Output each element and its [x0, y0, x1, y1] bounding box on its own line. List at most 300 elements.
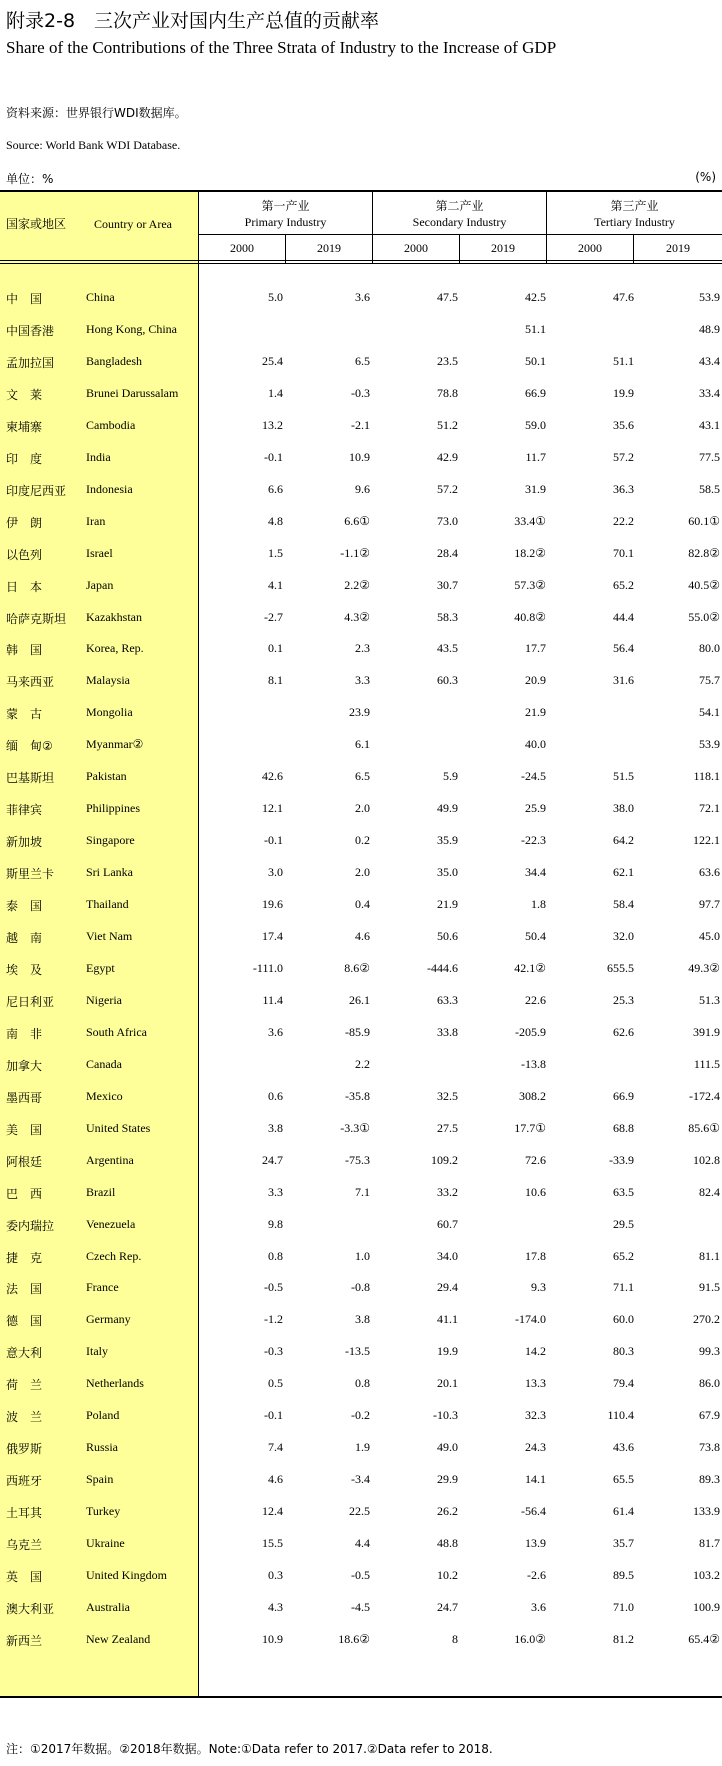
value-cell: 23.9	[349, 705, 370, 720]
country-name-en: Pakistan	[86, 769, 127, 784]
table-row	[0, 761, 722, 793]
country-name-en: Australia	[86, 1599, 130, 1614]
table-row	[0, 1336, 722, 1368]
value-cell: 49.0	[437, 1440, 458, 1455]
value-cell: -3.3①	[340, 1120, 370, 1135]
value-cell: 22.6	[525, 992, 546, 1007]
value-cell: 102.8	[693, 1152, 720, 1167]
value-cell: -35.8	[345, 1088, 370, 1103]
header-primary-cn: 第一产业	[261, 199, 310, 213]
header-region-en: Country or Area	[94, 217, 172, 231]
value-cell: 17.4	[262, 929, 283, 943]
value-cell: 308.2	[519, 1088, 546, 1103]
value-cell: 41.1	[437, 1312, 458, 1327]
value-cell: 3.6	[268, 1024, 283, 1039]
country-name-cn: 日 本	[6, 579, 43, 594]
country-name-en: France	[86, 1280, 119, 1295]
value-cell: 81.2	[613, 1631, 634, 1646]
value-cell: 3.8	[355, 1312, 370, 1327]
table-row	[0, 1241, 722, 1273]
value-cell: 57.2	[437, 481, 458, 496]
country-name-cn: 墨西哥	[6, 1090, 43, 1105]
value-cell: 8.1	[268, 673, 283, 688]
value-cell: 15.5	[262, 1536, 283, 1551]
country-name-cn: 中 国	[6, 292, 43, 306]
country-name-en: United Kingdom	[86, 1568, 167, 1582]
country-name-en: Poland	[86, 1408, 120, 1423]
value-cell: 35.0	[437, 865, 458, 880]
value-cell: -2.6	[527, 1568, 546, 1582]
table-row	[0, 889, 722, 921]
table-row	[0, 1272, 722, 1304]
table-row	[0, 1624, 722, 1656]
value-cell: 66.9	[525, 385, 546, 400]
value-cell: 18.2②	[514, 545, 546, 560]
country-name-en: Germany	[86, 1312, 131, 1327]
value-cell: -0.1	[264, 449, 283, 464]
value-cell: 1.0	[355, 1248, 370, 1263]
value-cell: -0.8	[351, 1280, 370, 1295]
value-cell: 72.6	[525, 1152, 546, 1167]
country-name-en: Japan	[86, 577, 114, 592]
value-cell: 61.4	[613, 1504, 634, 1519]
source-en: Source: World Bank WDI Database.	[6, 138, 181, 152]
table-row	[0, 1400, 722, 1432]
value-cell: 13.9	[525, 1536, 546, 1551]
country-name-en: Egypt	[86, 960, 115, 975]
table-row	[0, 314, 722, 346]
value-cell: 73.0	[437, 513, 458, 528]
value-cell: 30.7	[437, 577, 458, 592]
value-cell: 3.6	[531, 1599, 546, 1614]
source-cn: 资料来源：世界银行WDI数据库。	[6, 106, 187, 120]
value-cell: 43.5	[437, 641, 458, 656]
value-cell: 655.5	[607, 960, 634, 975]
value-cell: 6.1	[355, 737, 370, 752]
value-cell: 51.5	[613, 769, 634, 784]
value-cell: 12.4	[262, 1504, 283, 1519]
value-cell: 118.1	[693, 769, 720, 784]
table-row	[0, 570, 722, 602]
value-cell: -2.1	[351, 417, 370, 432]
value-cell: 63.3	[437, 992, 458, 1007]
table-row	[0, 1113, 722, 1145]
value-cell: -4.5	[351, 1599, 370, 1614]
country-name-en: Spain	[86, 1472, 114, 1487]
value-cell: 33.4①	[514, 513, 546, 528]
value-cell: 31.6	[613, 673, 634, 688]
value-cell: 49.3②	[688, 960, 720, 975]
value-cell: -0.5	[264, 1280, 283, 1295]
country-name-en: Thailand	[86, 897, 129, 912]
value-cell: -205.9	[515, 1024, 546, 1039]
value-cell: 4.3	[268, 1599, 283, 1614]
country-name-en: Israel	[86, 545, 113, 560]
value-cell: 51.2	[437, 417, 458, 432]
country-name-cn: 加拿大	[6, 1058, 43, 1073]
value-cell: 81.7	[699, 1536, 720, 1551]
country-name-cn: 波 兰	[6, 1410, 43, 1425]
value-cell: 5.0	[268, 290, 283, 304]
value-cell: 133.9	[693, 1504, 720, 1519]
table-title-cn: 附录2-8 三次产业对国内生产总值的贡献率	[6, 10, 380, 32]
value-cell: 4.4	[355, 1536, 370, 1551]
table-row	[0, 857, 722, 889]
value-cell: 54.1	[699, 705, 720, 720]
value-cell: -24.5	[521, 769, 546, 784]
value-cell: 65.5	[613, 1472, 634, 1487]
value-cell: 100.9	[693, 1599, 720, 1614]
value-cell: 8.6②	[344, 960, 370, 975]
value-cell: 13.3	[525, 1376, 546, 1391]
value-cell: -1.2	[264, 1312, 283, 1327]
value-cell: 71.0	[613, 1599, 634, 1614]
header-region-cn: 国家或地区	[6, 217, 67, 231]
table-row	[0, 1528, 722, 1560]
value-cell: -444.6	[427, 960, 458, 975]
header-secondary-cn: 第二产业	[435, 199, 484, 213]
country-name-cn: 巴基斯坦	[6, 771, 55, 786]
value-cell: 24.7	[437, 1599, 458, 1614]
value-cell: 50.4	[525, 929, 546, 943]
value-cell: 11.7	[525, 449, 546, 464]
country-name-en: Brazil	[86, 1184, 116, 1199]
country-name-en: Italy	[86, 1344, 108, 1359]
country-name-en: Czech Rep.	[86, 1248, 142, 1263]
value-cell: 29.5	[613, 1216, 634, 1231]
value-cell: 47.5	[437, 290, 458, 304]
country-name-en: Viet Nam	[86, 929, 133, 943]
country-name-en: Sri Lanka	[86, 865, 133, 880]
value-cell: 60.7	[437, 1216, 458, 1231]
country-name-en: Mongolia	[86, 705, 133, 720]
value-cell: 35.6	[613, 417, 634, 432]
value-cell: 2.3	[355, 641, 370, 656]
value-cell: -0.1	[264, 833, 283, 848]
value-cell: 70.1	[613, 545, 634, 560]
country-name-cn: 中国香港	[6, 323, 55, 338]
value-cell: 31.9	[525, 481, 546, 496]
country-name-cn: 新西兰	[6, 1633, 43, 1648]
value-cell: 10.2	[437, 1568, 458, 1582]
table-row	[0, 538, 722, 570]
value-cell: -0.3	[264, 1344, 283, 1359]
value-cell: 63.5	[613, 1184, 634, 1199]
value-cell: 78.8	[437, 385, 458, 400]
value-cell: 6.6①	[344, 513, 370, 528]
value-cell: 89.3	[699, 1472, 720, 1487]
value-cell: 1.5	[268, 545, 283, 560]
value-cell: 32.0	[613, 929, 634, 943]
country-name-cn: 马来西亚	[6, 675, 55, 690]
header-year: 2019	[317, 240, 341, 255]
value-cell: 27.5	[437, 1120, 458, 1135]
value-cell: -13.8	[521, 1056, 546, 1071]
table-row	[0, 1081, 722, 1113]
value-cell: 0.8	[355, 1376, 370, 1391]
table-row	[0, 506, 722, 538]
value-cell: 34.4	[525, 865, 546, 880]
country-name-cn: 捷 克	[6, 1250, 43, 1265]
table-row	[0, 410, 722, 442]
value-cell: 1.9	[355, 1440, 370, 1455]
country-name-en: Russia	[86, 1440, 119, 1455]
value-cell: 391.9	[693, 1024, 720, 1039]
value-cell: 66.9	[613, 1088, 634, 1103]
value-cell: 14.1	[525, 1472, 546, 1487]
value-cell: 57.2	[613, 449, 634, 464]
header-tertiary-cn: 第三产业	[610, 199, 659, 213]
value-cell: 29.9	[437, 1472, 458, 1487]
value-cell: 86.0	[699, 1376, 720, 1391]
value-cell: 60.3	[437, 673, 458, 688]
header-year: 2000	[578, 240, 602, 255]
value-cell: 64.2	[613, 833, 634, 848]
value-cell: 2.2②	[344, 577, 370, 592]
value-cell: 75.7	[699, 673, 720, 688]
value-cell: 67.9	[699, 1408, 720, 1423]
table-row	[0, 825, 722, 857]
header-year: 2000	[404, 240, 428, 255]
country-name-en: Bangladesh	[86, 353, 142, 368]
country-name-cn: 埃 及	[6, 962, 43, 977]
header-year: 2019	[666, 240, 690, 255]
value-cell: 97.7	[699, 897, 720, 912]
country-name-en: Myanmar②	[86, 737, 144, 752]
value-cell: 0.1	[268, 641, 283, 656]
value-cell: 10.9	[349, 449, 370, 464]
table-row	[0, 1592, 722, 1624]
country-name-en: Ukraine	[86, 1536, 125, 1551]
value-cell: 35.7	[613, 1536, 634, 1551]
value-cell: 6.6	[268, 481, 283, 496]
value-cell: -111.0	[252, 960, 283, 975]
value-cell: 56.4	[613, 641, 634, 656]
country-name-cn: 哈萨克斯坦	[6, 611, 67, 626]
country-name-en: Kazakhstan	[86, 609, 142, 624]
country-name-en: Brunei Darussalam	[86, 385, 179, 400]
value-cell: 0.8	[268, 1248, 283, 1263]
value-cell: -172.4	[689, 1088, 720, 1103]
value-cell: 4.6	[268, 1472, 283, 1487]
value-cell: 24.3	[525, 1440, 546, 1455]
value-cell: 25.9	[525, 801, 546, 816]
header-secondary-en: Secondary Industry	[412, 215, 507, 229]
value-cell: 12.1	[262, 801, 283, 816]
country-name-en: South Africa	[86, 1024, 147, 1039]
value-cell: 28.4	[437, 545, 458, 560]
table-row	[0, 1560, 722, 1592]
value-cell: 122.1	[693, 833, 720, 848]
value-cell: 22.5	[349, 1504, 370, 1519]
value-cell: 85.6①	[688, 1120, 720, 1135]
country-name-en: Mexico	[86, 1088, 123, 1103]
value-cell: 79.4	[613, 1376, 634, 1391]
value-cell: 0.3	[268, 1568, 283, 1582]
country-name-cn: 英 国	[6, 1570, 43, 1584]
value-cell: 53.9	[699, 290, 720, 304]
table-row	[0, 1209, 722, 1241]
table-row	[0, 1496, 722, 1528]
value-cell: 1.4	[268, 385, 283, 400]
value-cell: 80.0	[699, 641, 720, 656]
value-cell: 45.0	[699, 929, 720, 943]
value-cell: 14.2	[525, 1344, 546, 1359]
value-cell: 48.8	[437, 1536, 458, 1551]
value-cell: 21.9	[525, 705, 546, 720]
table-row	[0, 1145, 722, 1177]
value-cell: 19.9	[613, 385, 634, 400]
country-name-cn: 德 国	[6, 1314, 43, 1329]
value-cell: 51.1	[613, 353, 634, 368]
value-cell: 40.0	[525, 737, 546, 752]
country-name-cn: 菲律宾	[6, 803, 43, 818]
country-name-cn: 印 度	[6, 451, 43, 466]
country-name-en: Venezuela	[86, 1216, 136, 1231]
country-name-en: United States	[86, 1120, 151, 1135]
value-cell: 82.4	[699, 1184, 720, 1199]
country-name-cn: 美 国	[6, 1122, 43, 1137]
value-cell: 81.1	[699, 1248, 720, 1263]
value-cell: 7.4	[268, 1440, 283, 1455]
country-name-en: Nigeria	[86, 992, 122, 1007]
value-cell: 0.2	[355, 833, 370, 848]
value-cell: 43.4	[699, 353, 720, 368]
value-cell: 48.9	[699, 321, 720, 336]
header-primary-en: Primary Industry	[244, 215, 327, 229]
country-name-cn: 尼日利亚	[6, 994, 55, 1009]
country-name-en: Philippines	[86, 801, 141, 816]
value-cell: 65.2	[613, 1248, 634, 1263]
country-name-cn: 俄罗斯	[6, 1442, 43, 1457]
value-cell: 43.1	[699, 417, 720, 432]
value-cell: 65.2	[613, 577, 634, 592]
value-cell: -0.5	[351, 1568, 370, 1582]
table-row	[0, 378, 722, 410]
value-cell: 13.2	[262, 417, 283, 432]
value-cell: 2.0	[355, 801, 370, 816]
value-cell: 19.6	[262, 897, 283, 912]
header-year: 2000	[230, 240, 254, 255]
country-name-cn: 越 南	[6, 931, 43, 945]
header-tertiary	[547, 194, 722, 234]
country-name-en: Korea, Rep.	[86, 641, 144, 656]
value-cell: 91.5	[699, 1280, 720, 1295]
value-cell: 60.0	[613, 1312, 634, 1327]
table-row	[0, 1304, 722, 1336]
table-row	[0, 1177, 722, 1209]
value-cell: 17.7	[525, 641, 546, 656]
table-title-en: Share of the Contributions of the Three Strata of Industry to the Increase of GDP	[6, 38, 557, 57]
value-cell: -0.3	[351, 385, 370, 400]
country-name-en: Netherlands	[86, 1376, 144, 1391]
unit-label-right: (%)	[695, 170, 716, 184]
country-name-cn: 印度尼西亚	[6, 483, 67, 498]
country-name-en: New Zealand	[86, 1631, 151, 1646]
value-cell: 40.5②	[688, 577, 720, 592]
value-cell: 35.9	[437, 833, 458, 848]
country-name-cn: 荷 兰	[6, 1378, 43, 1393]
country-name-cn: 文 莱	[6, 387, 43, 402]
country-name-cn: 西班牙	[6, 1474, 43, 1489]
country-name-cn: 蒙 古	[6, 707, 43, 722]
value-cell: 50.1	[525, 353, 546, 368]
country-name-en: Argentina	[86, 1152, 134, 1167]
value-cell: -22.3	[521, 833, 546, 848]
value-cell: 42.9	[437, 449, 458, 464]
header-year: 2019	[491, 240, 515, 255]
value-cell: 17.7①	[514, 1120, 546, 1135]
value-cell: 42.1②	[514, 960, 546, 975]
value-cell: 33.2	[437, 1184, 458, 1199]
value-cell: 60.1①	[688, 513, 720, 528]
value-cell: 9.3	[531, 1280, 546, 1295]
value-cell: 0.6	[268, 1088, 283, 1103]
value-cell: 8	[452, 1631, 458, 1646]
value-cell: 49.9	[437, 801, 458, 816]
country-name-cn: 新加坡	[6, 835, 43, 850]
value-cell: -2.7	[264, 609, 283, 624]
value-cell: 72.1	[699, 801, 720, 816]
value-cell: 9.6	[355, 481, 370, 496]
country-name-cn: 委内瑞拉	[6, 1218, 55, 1233]
value-cell: 33.8	[437, 1024, 458, 1039]
country-name-cn: 土耳其	[6, 1506, 43, 1521]
value-cell: 50.6	[437, 929, 458, 943]
value-cell: 2.0	[355, 865, 370, 880]
value-cell: 82.8②	[688, 545, 720, 560]
value-cell: 25.3	[613, 992, 634, 1007]
value-cell: 3.6	[355, 290, 370, 304]
table-row	[0, 953, 722, 985]
value-cell: 80.3	[613, 1344, 634, 1359]
value-cell: 58.4	[613, 897, 634, 912]
value-cell: -0.1	[264, 1408, 283, 1423]
value-cell: 29.4	[437, 1280, 458, 1295]
header-primary	[199, 194, 372, 234]
table-row	[0, 282, 722, 314]
value-cell: 270.2	[693, 1312, 720, 1327]
country-name-en: Singapore	[86, 833, 135, 848]
value-cell: -3.4	[351, 1472, 370, 1487]
country-name-cn: 巴 西	[6, 1186, 43, 1201]
value-cell: 40.8②	[514, 609, 546, 624]
table-row	[0, 1368, 722, 1400]
value-cell: 0.4	[355, 897, 370, 912]
value-cell: 65.4②	[688, 1631, 720, 1646]
value-cell: 3.3	[355, 673, 370, 688]
value-cell: 21.9	[437, 897, 458, 912]
country-name-cn: 孟加拉国	[6, 355, 55, 370]
header-region	[0, 192, 198, 260]
country-name-cn: 泰 国	[6, 899, 43, 914]
value-cell: 20.1	[437, 1376, 458, 1391]
value-cell: 55.0②	[688, 609, 720, 624]
value-cell: -1.1②	[340, 545, 370, 560]
unit-label-left: 单位：%	[6, 172, 54, 186]
value-cell: 19.9	[437, 1344, 458, 1359]
value-cell: 68.8	[613, 1120, 634, 1135]
value-cell: 3.8	[268, 1120, 283, 1135]
value-cell: -85.9	[345, 1024, 370, 1039]
country-name-en: Malaysia	[86, 673, 130, 688]
value-cell: -174.0	[515, 1312, 546, 1327]
value-cell: 5.9	[443, 769, 458, 784]
value-cell: 47.6	[613, 290, 634, 304]
value-cell: -33.9	[609, 1152, 634, 1167]
value-cell: 73.8	[699, 1440, 720, 1455]
value-cell: 111.5	[693, 1056, 720, 1071]
